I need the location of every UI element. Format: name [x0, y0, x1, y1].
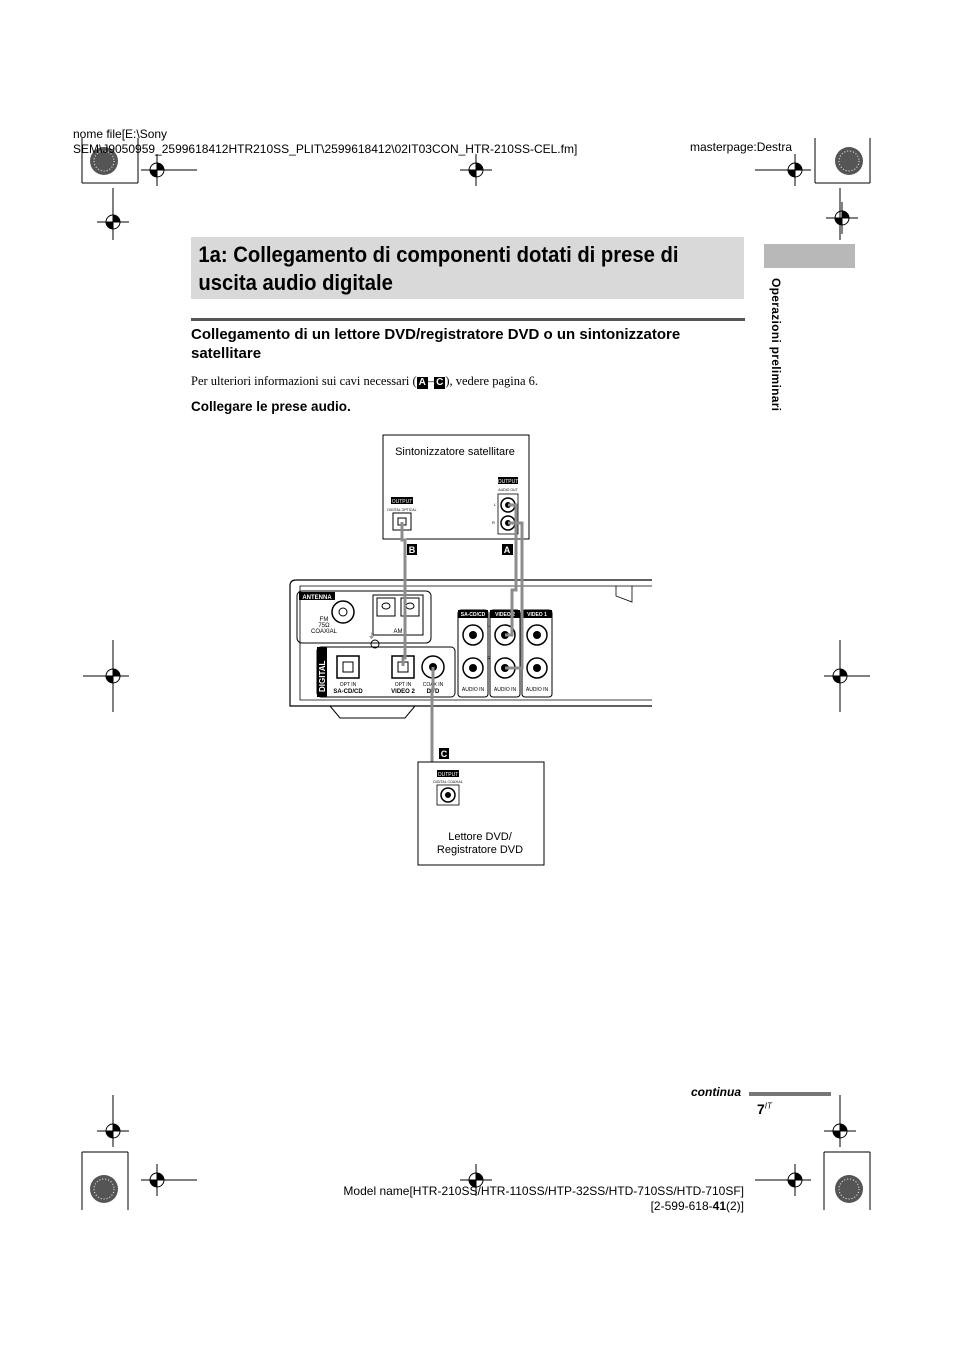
audio-l-label: L [487, 623, 490, 629]
satellite-tuner-name: Sintonizzatore satellitare [395, 446, 515, 458]
satellite-l-label: L [494, 502, 497, 507]
satellite-output-label-2: OUTPUT [497, 479, 519, 485]
intro-text-before: Per ulteriori informazioni sui cavi necessari ( [191, 374, 417, 388]
document-code-line [343, 1199, 744, 1214]
sacd-cd-label: SA-CD/CD [333, 689, 363, 695]
satellite-audio-out: AUDIO OUT [498, 488, 518, 492]
code-suffix: (2)] [726, 1199, 744, 1213]
am-label: AM [393, 629, 403, 635]
section-title-band [191, 237, 744, 299]
dvd-coaxial-jack-center [445, 792, 451, 798]
dvd-coax-label: DVD [426, 689, 440, 695]
video2-audio-in-label: AUDIO IN [493, 687, 517, 693]
dvd-output-label: OUTPUT [437, 772, 459, 778]
subsection-title: Collegamento di un lettore DVD/registratore DVD o un sintonizzatore satellitare [191, 326, 681, 362]
file-path-line2: SEM\J9050959_2599618412HTR210SS_PLIT\2599618412\02IT03CON_HTR-210SS-CEL.fm] [73, 142, 578, 156]
file-path-header [73, 127, 577, 157]
digital-label: DIGITAL [318, 660, 327, 692]
continua-label: continua [691, 1085, 741, 1099]
intro-dash: – [427, 374, 435, 388]
dvd-name-line1: Lettore DVD/ [448, 831, 512, 843]
satellite-output-label-1: OUTPUT [391, 499, 413, 505]
page-number-value: 7 [757, 1101, 765, 1117]
continua-bar [749, 1092, 831, 1096]
fm-label: FM [319, 617, 329, 623]
cable-b-label: B [408, 545, 416, 555]
title-rule [191, 318, 745, 321]
satellite-digital-optical: DIGITAL OPTICAL [387, 508, 417, 512]
page-number-suffix: IT [764, 1101, 772, 1111]
masterpage-label: masterpage:Destra [690, 140, 793, 154]
sacd-audio-jack-r-center [469, 664, 477, 672]
cable-box-c: C [436, 377, 444, 388]
coax-in-label: COAX IN [422, 682, 444, 688]
side-tab-label: Operazioni preliminari [769, 278, 783, 412]
video2-tab-label: VIDEO 2 [495, 612, 515, 618]
video1-audio-jack-l-center [533, 631, 541, 639]
dvd-name-line2: Registratore DVD [436, 844, 524, 856]
cable-c-label: C [440, 749, 448, 759]
opt-in-sacd-label: OPT IN [339, 682, 357, 688]
sacd-audio-jack-l-center [469, 631, 477, 639]
side-tab-bar [764, 244, 855, 268]
model-name-line: Model name[HTR-210SS/HTR-110SS/HTP-32SS/HTD-710SS/HTD-710SF] [343, 1184, 744, 1198]
connection-diagram [280, 430, 660, 870]
audio-r-label: R [487, 656, 491, 662]
antenna-label: ANTENNA [302, 595, 332, 601]
cable-box-a: A [418, 377, 426, 388]
fm-coaxial-label: COAXIAL [310, 629, 338, 635]
sacd-tab-label: SA-CD/CD [460, 612, 486, 618]
opt-in-sacd-jack [337, 656, 359, 678]
sacd-audio-in-label: AUDIO IN [461, 687, 485, 693]
intro-paragraph [191, 374, 538, 389]
ground-symbol: ⏚ [368, 633, 375, 640]
fm-antenna-jack [332, 601, 354, 623]
opt-in-video2-label: OPT IN [394, 682, 412, 688]
video1-audio-jack-r-center [533, 664, 541, 672]
video1-audio-in-label: AUDIO IN [525, 687, 549, 693]
model-info [343, 1184, 744, 1214]
code-bold: 41 [712, 1199, 726, 1213]
receiver-feet [330, 706, 415, 718]
dvd-digital-coaxial: DIGITAL COAXIAL [433, 780, 463, 784]
section-title: 1a: Collegamento di componenti dotati di prese di uscita audio digitale [198, 242, 679, 295]
cable-a-label: A [503, 545, 511, 555]
code-prefix: [2-599-618- [650, 1199, 713, 1213]
step-instruction: Collegare le prese audio. [191, 399, 351, 414]
video2-digital-label: VIDEO 2 [391, 689, 415, 695]
intro-text-after: ), vedere pagina 6. [445, 374, 539, 388]
file-path-line1: nome file[E:\Sony [73, 127, 168, 141]
fm-ohm-label: 75Ω [318, 623, 330, 629]
satellite-r-label: R [492, 520, 495, 525]
video1-tab-label: VIDEO 1 [527, 612, 547, 618]
page-number [757, 1101, 772, 1117]
